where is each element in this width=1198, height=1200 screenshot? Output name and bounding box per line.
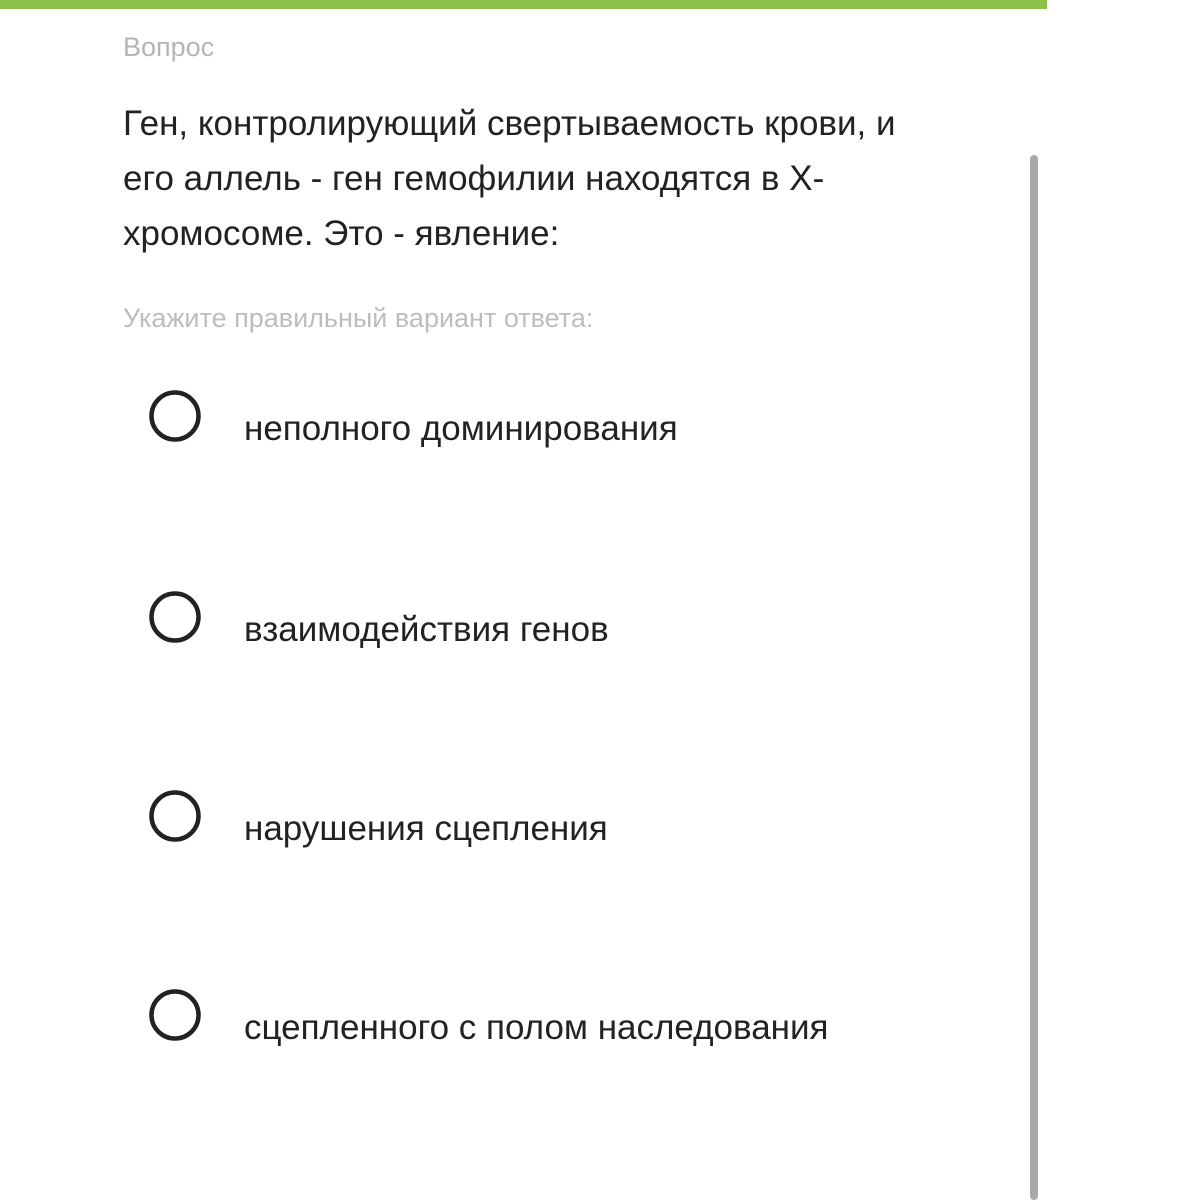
answer-option-label[interactable]: сцепленного с полом наследования	[244, 1008, 829, 1047]
answer-option-3[interactable]	[148, 789, 928, 879]
answer-instruction: Укажите правильный вариант ответа:	[123, 303, 594, 333]
answer-option-label[interactable]: неполного доминирования	[244, 409, 678, 448]
scrollbar[interactable]	[1030, 155, 1038, 1200]
radio-unchecked-icon[interactable]	[148, 988, 202, 1042]
section-label: Вопрос	[123, 32, 215, 62]
answer-option-label[interactable]: взаимодействия генов	[244, 610, 609, 649]
answer-option-label[interactable]: нарушения сцепления	[244, 809, 608, 848]
answer-option-4[interactable]	[148, 988, 928, 1118]
radio-unchecked-icon[interactable]	[148, 590, 202, 644]
scrollbar-thumb[interactable]	[1030, 155, 1038, 1200]
answer-option-1[interactable]	[148, 389, 928, 479]
radio-unchecked-icon[interactable]	[148, 389, 202, 443]
progress-accent-bar	[0, 0, 1047, 9]
radio-unchecked-icon[interactable]	[148, 789, 202, 843]
answer-option-2[interactable]	[148, 590, 928, 680]
question-text: Ген, контролирующий свертываемость крови, и его аллель - ген гемофилии находятся в Х-хромосоме. Это - явление:	[123, 104, 896, 253]
